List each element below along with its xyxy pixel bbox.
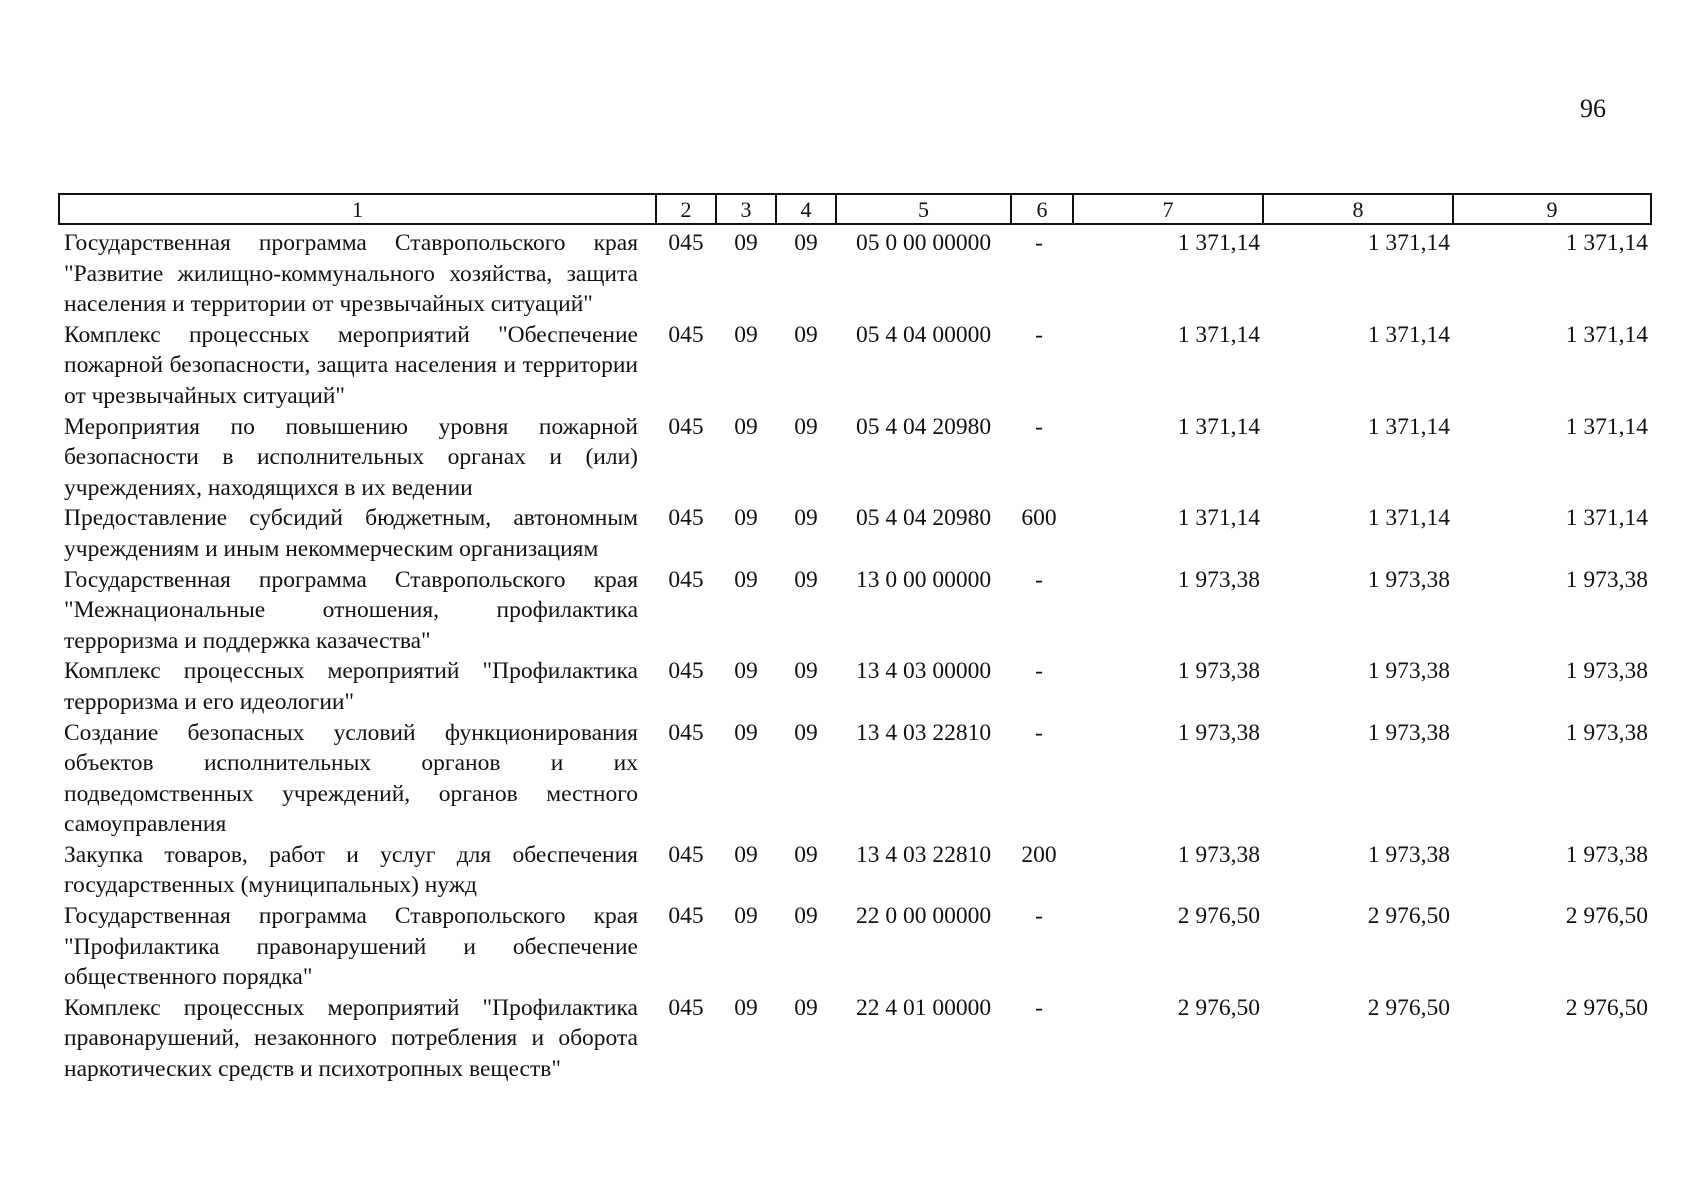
row-target-article: 13 4 03 00000 bbox=[855, 658, 992, 685]
row-ministry-code: 045 bbox=[668, 719, 704, 746]
row-ministry-code: 045 bbox=[668, 994, 704, 1021]
row-expense-type: - bbox=[1035, 230, 1043, 256]
row-section-code: 09 bbox=[734, 413, 758, 440]
page-number: 96 bbox=[1580, 94, 1606, 123]
row-amount-col9: 1 973,38 bbox=[1565, 566, 1648, 593]
row-name: Комплекс процессных мероприятий "Обеспечение пожарной безопасности, защита населения и территории от чрезвычайных ситуаций" bbox=[64, 321, 638, 409]
row-amount-col7: 1 973,38 bbox=[1177, 841, 1260, 868]
column-header-2: 2 bbox=[656, 194, 716, 224]
row-amount-col7: 1 371,14 bbox=[1177, 230, 1260, 256]
row-expense-type: 600 bbox=[1021, 505, 1057, 532]
column-header-4: 4 bbox=[776, 194, 836, 224]
row-amount-col8: 1 371,14 bbox=[1367, 321, 1450, 348]
row-subsection-code: 09 bbox=[794, 841, 818, 868]
row-subsection-code: 09 bbox=[794, 230, 818, 256]
row-section-code: 09 bbox=[734, 321, 758, 348]
row-amount-col9: 1 371,14 bbox=[1565, 230, 1648, 256]
row-target-article: 05 4 04 20980 bbox=[855, 505, 992, 532]
table-row bbox=[59, 656, 1651, 717]
row-amount-col7: 1 371,14 bbox=[1177, 505, 1260, 532]
row-name: Государственная программа Ставропольского края "Профилактика правонарушений и обеспечение общественного порядка" bbox=[64, 903, 638, 991]
row-ministry-code: 045 bbox=[668, 413, 704, 440]
row-ministry-code: 045 bbox=[668, 230, 704, 256]
table-row bbox=[59, 840, 1651, 901]
row-expense-type: 200 bbox=[1021, 841, 1057, 868]
row-expense-type: - bbox=[1035, 719, 1043, 746]
column-header-1: 1 bbox=[59, 194, 656, 224]
row-target-article: 05 4 04 20980 bbox=[855, 413, 992, 440]
row-target-article: 13 4 03 22810 bbox=[855, 719, 992, 746]
row-ministry-code: 045 bbox=[668, 505, 704, 532]
row-amount-col9: 2 976,50 bbox=[1565, 994, 1648, 1021]
row-subsection-code: 09 bbox=[794, 413, 818, 440]
row-section-code: 09 bbox=[734, 566, 758, 593]
row-amount-col7: 1 973,38 bbox=[1177, 566, 1260, 593]
table-row bbox=[59, 412, 1651, 504]
row-amount-col7: 1 973,38 bbox=[1177, 658, 1260, 685]
row-section-code: 09 bbox=[734, 903, 758, 930]
row-amount-col8: 1 973,38 bbox=[1367, 841, 1450, 868]
table-row bbox=[59, 503, 1651, 564]
row-section-code: 09 bbox=[734, 658, 758, 685]
row-section-code: 09 bbox=[734, 719, 758, 746]
row-expense-type: - bbox=[1035, 903, 1043, 930]
row-amount-col7: 1 973,38 bbox=[1177, 719, 1260, 746]
column-header-9: 9 bbox=[1453, 194, 1651, 224]
row-expense-type: - bbox=[1035, 413, 1043, 440]
row-amount-col7: 2 976,50 bbox=[1177, 903, 1260, 930]
row-subsection-code: 09 bbox=[794, 658, 818, 685]
row-amount-col9: 1 973,38 bbox=[1565, 719, 1648, 746]
row-amount-col8: 1 371,14 bbox=[1367, 505, 1450, 532]
row-name: Комплекс процессных мероприятий "Профилактика терроризма и его идеологии" bbox=[64, 658, 638, 715]
row-ministry-code: 045 bbox=[668, 566, 704, 593]
row-target-article: 05 4 04 00000 bbox=[855, 321, 992, 348]
row-subsection-code: 09 bbox=[794, 719, 818, 746]
row-section-code: 09 bbox=[734, 230, 758, 256]
row-amount-col8: 1 973,38 bbox=[1367, 658, 1450, 685]
row-amount-col9: 2 976,50 bbox=[1565, 903, 1648, 930]
row-expense-type: - bbox=[1035, 658, 1043, 685]
row-name: Мероприятия по повышению уровня пожарной безопасности в исполнительных органах и (или) учреждениях, находящихся в их ведении bbox=[64, 413, 638, 501]
row-amount-col8: 1 371,14 bbox=[1367, 230, 1450, 256]
row-target-article: 05 0 00 00000 bbox=[855, 230, 992, 256]
row-target-article: 22 4 01 00000 bbox=[855, 994, 992, 1021]
column-header-6: 6 bbox=[1011, 194, 1073, 224]
row-expense-type: - bbox=[1035, 994, 1043, 1021]
row-name: Закупка товаров, работ и услуг для обеспечения государственных (муниципальных) нужд bbox=[64, 841, 638, 899]
row-target-article: 22 0 00 00000 bbox=[855, 903, 992, 930]
row-amount-col7: 1 371,14 bbox=[1177, 321, 1260, 348]
row-target-article: 13 4 03 22810 bbox=[855, 841, 992, 868]
row-amount-col9: 1 973,38 bbox=[1565, 841, 1648, 868]
table-row bbox=[59, 565, 1651, 657]
table-row bbox=[59, 901, 1651, 993]
row-amount-col9: 1 371,14 bbox=[1565, 413, 1648, 440]
row-subsection-code: 09 bbox=[794, 566, 818, 593]
column-header-8: 8 bbox=[1263, 194, 1453, 224]
row-amount-col8: 1 973,38 bbox=[1367, 719, 1450, 746]
column-header-7: 7 bbox=[1073, 194, 1263, 224]
row-amount-col8: 2 976,50 bbox=[1367, 903, 1450, 930]
row-name: Создание безопасных условий функционирования объектов исполнительных органов и их подведомственных учреждений, органов местного самоуправления bbox=[64, 719, 638, 838]
row-amount-col9: 1 371,14 bbox=[1565, 505, 1648, 532]
column-header-5: 5 bbox=[836, 194, 1011, 224]
row-amount-col7: 1 371,14 bbox=[1177, 413, 1260, 440]
row-ministry-code: 045 bbox=[668, 658, 704, 685]
row-expense-type: - bbox=[1035, 566, 1043, 593]
row-subsection-code: 09 bbox=[794, 505, 818, 532]
row-ministry-code: 045 bbox=[668, 903, 704, 930]
row-section-code: 09 bbox=[734, 994, 758, 1021]
row-section-code: 09 bbox=[734, 505, 758, 532]
row-amount-col8: 1 973,38 bbox=[1367, 566, 1450, 593]
table-row bbox=[59, 320, 1651, 412]
row-amount-col9: 1 973,38 bbox=[1565, 658, 1648, 685]
table-header-row bbox=[59, 194, 1651, 224]
budget-table bbox=[58, 193, 1652, 1085]
row-subsection-code: 09 bbox=[794, 994, 818, 1021]
table-row bbox=[59, 993, 1651, 1085]
row-amount-col8: 1 371,14 bbox=[1367, 413, 1450, 440]
row-expense-type: - bbox=[1035, 321, 1043, 348]
row-target-article: 13 0 00 00000 bbox=[855, 566, 992, 593]
row-amount-col8: 2 976,50 bbox=[1367, 994, 1450, 1021]
row-ministry-code: 045 bbox=[668, 321, 704, 348]
column-header-3: 3 bbox=[716, 194, 776, 224]
row-name: Государственная программа Ставропольского края "Развитие жилищно-коммунального хозяйства, защита населения и территории от чрезвычайных ситуаций" bbox=[64, 230, 638, 318]
row-ministry-code: 045 bbox=[668, 841, 704, 868]
row-name: Предоставление субсидий бюджетным, автономным учреждениям и иным некоммерческим организациям bbox=[64, 505, 638, 562]
row-name: Комплекс процессных мероприятий "Профилактика правонарушений, незаконного потребления и оборота наркотических средств и психотропных веществ" bbox=[64, 994, 638, 1083]
row-section-code: 09 bbox=[734, 841, 758, 868]
row-amount-col9: 1 371,14 bbox=[1565, 321, 1648, 348]
row-subsection-code: 09 bbox=[794, 903, 818, 930]
row-amount-col7: 2 976,50 bbox=[1177, 994, 1260, 1021]
table-row bbox=[59, 224, 1651, 320]
table-row bbox=[59, 718, 1651, 840]
row-subsection-code: 09 bbox=[794, 321, 818, 348]
row-name: Государственная программа Ставропольского края "Межнациональные отношения, профилактика терроризма и поддержка казачества" bbox=[64, 566, 638, 654]
